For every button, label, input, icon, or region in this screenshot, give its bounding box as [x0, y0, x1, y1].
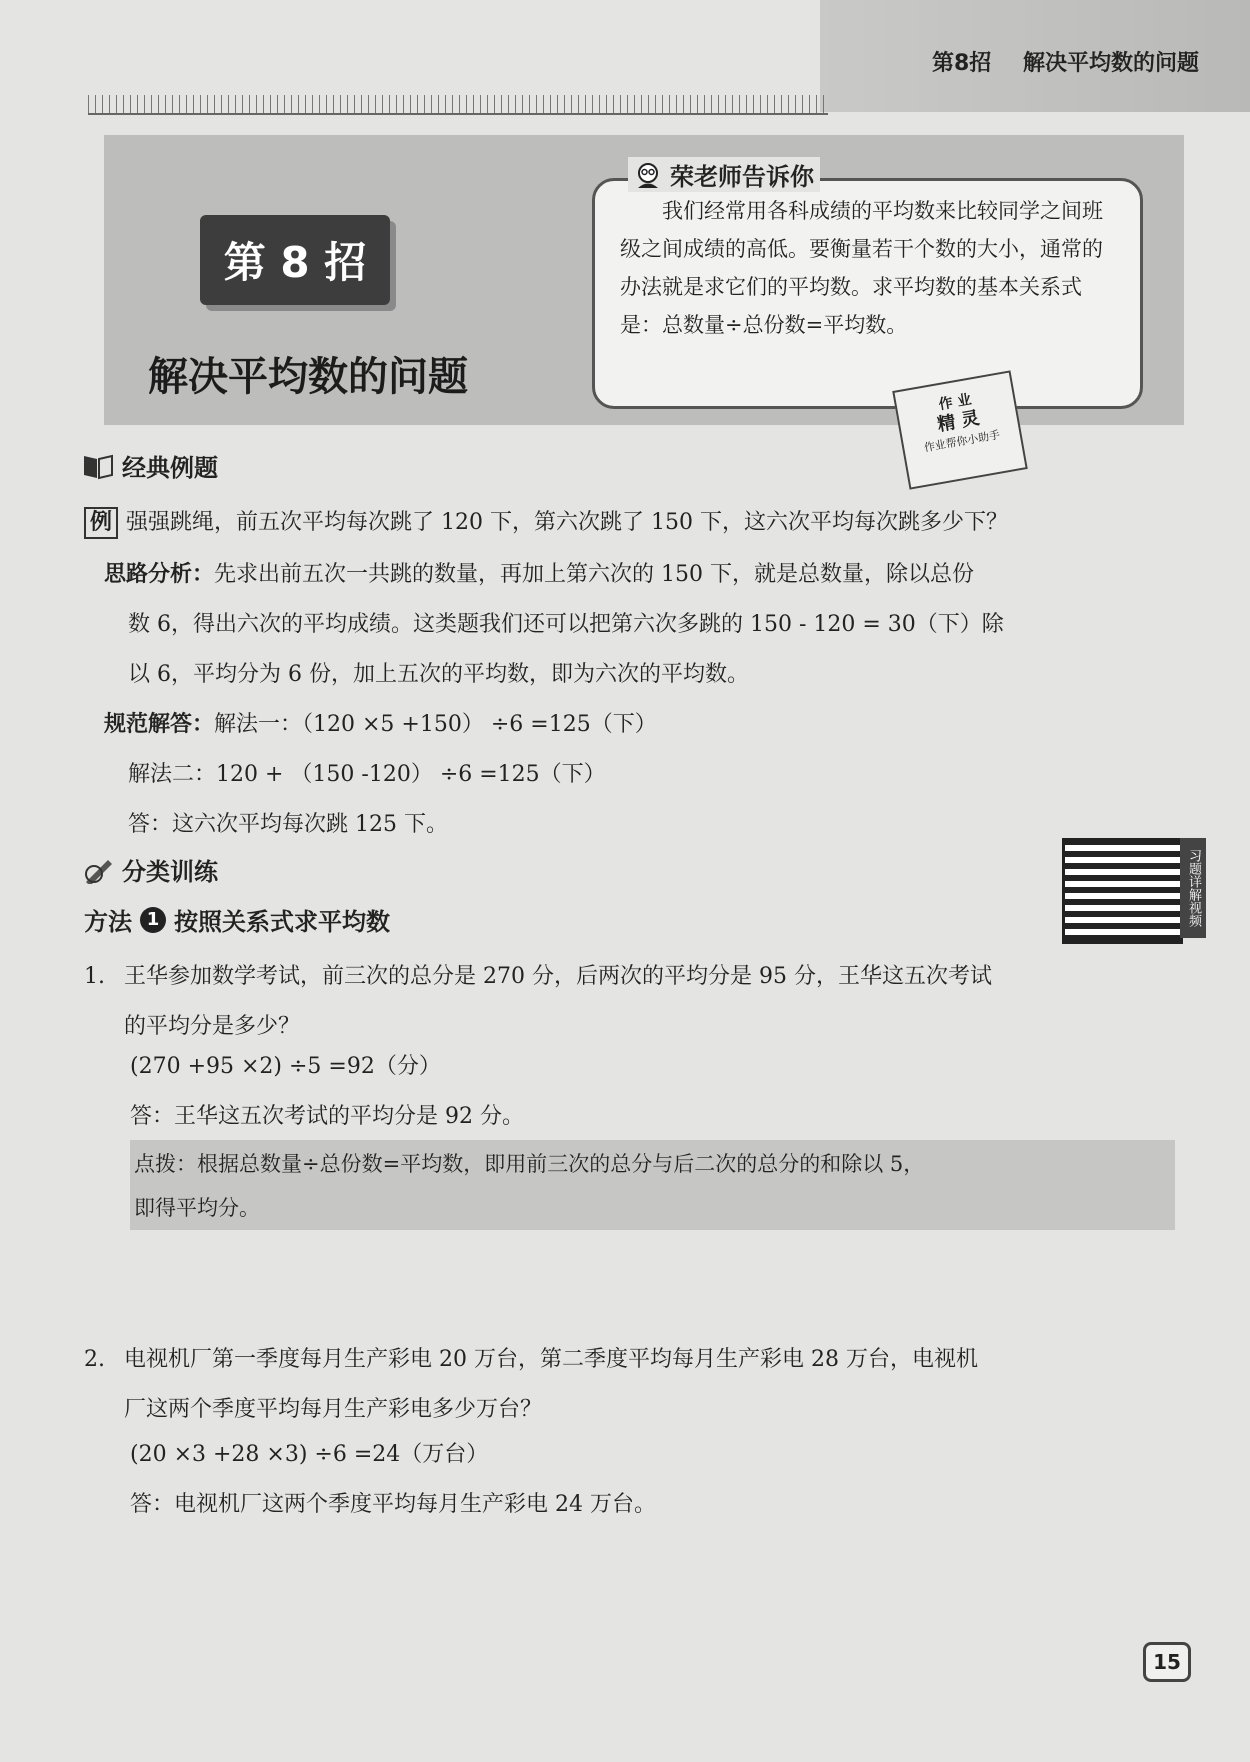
chapter-title: 解决平均数的问题 [148, 354, 468, 400]
teacher-tip-title: 荣老师告诉你 [670, 163, 814, 191]
example-question: 例 强强跳绳，前五次平均每次跳了 120 下，第六次跳了 150 下，这六次平均每次跳多少下？ [84, 498, 1204, 548]
ruler-decoration [88, 95, 828, 115]
classic-example-heading: 经典例题 [82, 448, 218, 483]
example-tag: 例 [84, 507, 118, 539]
teacher-tip-text: 我们经常用各科成绩的平均数来比较同学之间班级之间成绩的高低。要衡量若干个数的大小，通常的办法就是求它们的平均数。求平均数的基本关系式是：总数量÷总份数=平均数。 [620, 199, 1103, 337]
header-chapter: 第8招 [932, 51, 992, 76]
running-header [932, 46, 1223, 77]
question-2-answer: 答：电视机厂这两个季度平均每月生产彩电 24 万台。 [130, 1492, 656, 1517]
teacher-tip-heading [628, 157, 820, 192]
question-1-answer: 答：王华这五次考试的平均分是 92 分。 [130, 1104, 524, 1129]
qr-code[interactable] [1062, 838, 1183, 944]
homework-elf-stamp: 作 业 精 灵 作业帮你小助手 [892, 370, 1028, 489]
question-1-solution: (270 +95 ×2) ÷5 =92（分） 答：王华这五次考试的平均分是 92 分。 [130, 1042, 1030, 1142]
teacher-avatar-icon [634, 161, 662, 189]
question-1-hint: 点拨：根据总数量÷总份数=平均数，即用前三次的总分与后二次的总分的和除以 5， 即得平均分。 [130, 1140, 1175, 1230]
header-title: 解决平均数的问题 [1022, 51, 1199, 76]
chapter-badge: 第 8 招 [200, 215, 390, 305]
method-number-badge: 1 [140, 907, 166, 933]
example-answer: 答：这六次平均每次跳 125 下。 [128, 812, 448, 837]
training-heading: 分类训练 [82, 852, 218, 887]
question-2-solution: (20 ×3 +28 ×3) ÷6 =24（万台） 答：电视机厂这两个季度平均每月生产彩电 24 万台。 [130, 1430, 1030, 1530]
question-1: 1. 王华参加数学考试，前三次的总分是 270 分，后两次的平均分是 95 分，王华这五次考试 的平均分是多少？ [84, 964, 992, 1039]
qr-video-tab[interactable]: 习题详解视频 [1180, 838, 1206, 938]
solution-block: 规范解答：解法一：（120 ×5 +150） ÷6 =125（下） 解法二：120 + （150 -120） ÷6 =125（下） 答：这六次平均每次跳 125 下。 [104, 700, 1104, 850]
analysis-paragraph: 思路分析：先求出前五次一共跳的数量，再加上第六次的 150 下，就是总数量，除以总份 数 6，得出六次的平均成绩。这类题我们还可以把第六次多跳的 150 - 120 = 30（下）除 以 6，平均分为 6 份，加上五次的平均数，即为六次的平均数。 [104, 562, 1004, 687]
book-icon [82, 452, 114, 480]
method-heading: 方法 1 按照关系式求平均数 [84, 908, 390, 936]
pencil-ruler-icon [82, 856, 114, 884]
page-number: 15 [1143, 1642, 1191, 1682]
question-2: 2. 电视机厂第一季度每月生产彩电 20 万台，第二季度平均每月生产彩电 28 万台，电视机 厂这两个季度平均每月生产彩电多少万台？ [84, 1347, 978, 1422]
